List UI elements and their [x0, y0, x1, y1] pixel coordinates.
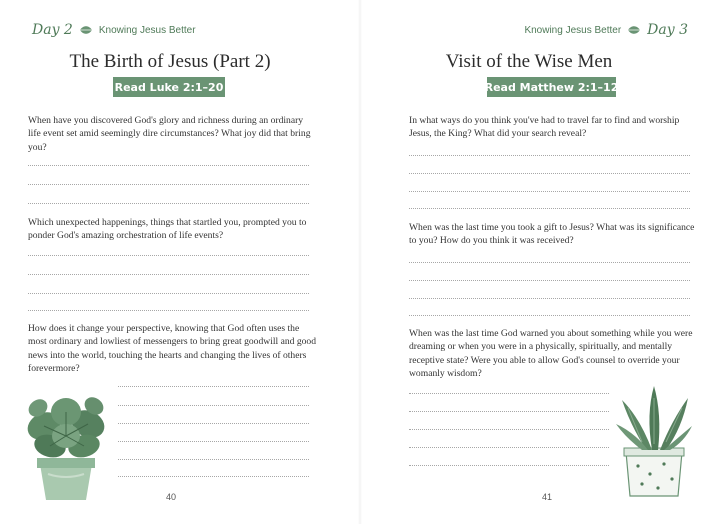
answer-line[interactable]	[28, 165, 309, 166]
answer-line[interactable]	[409, 411, 609, 412]
potted-snake-plant-illustration	[612, 384, 696, 502]
answer-line[interactable]	[409, 155, 690, 156]
answer-line[interactable]	[118, 386, 309, 387]
scripture-reference-badge: Read Matthew 2:1–12	[487, 77, 616, 97]
answer-line[interactable]	[409, 447, 609, 448]
answer-line[interactable]	[118, 459, 309, 460]
answer-line[interactable]	[409, 298, 690, 299]
question-text: When have you discovered God's glory and richness during an ordinary life event set amid seemingly dire circumstances? What joy did that bring you?	[28, 115, 311, 153]
answer-line[interactable]	[28, 184, 309, 185]
day-label: Day 2	[32, 22, 73, 38]
answer-line[interactable]	[409, 262, 690, 263]
leaf-icon	[627, 25, 641, 35]
running-header-right	[524, 20, 688, 40]
section-title: Visit of the Wise Men	[445, 51, 613, 72]
answer-line[interactable]	[118, 423, 309, 424]
answer-line[interactable]	[409, 191, 690, 192]
answer-line[interactable]	[409, 280, 690, 281]
answer-line[interactable]	[118, 405, 309, 406]
right-page	[360, 0, 720, 524]
running-title: Knowing Jesus Better	[98, 24, 196, 36]
answer-line[interactable]	[28, 255, 309, 256]
page-number: 41	[542, 492, 553, 502]
potted-violet-illustration	[18, 388, 114, 508]
question-text: When was the last time God warned you about something while you were dreaming or when you were in a physically, spiritually, and mentally receptive state? Were you able to allow God's counsel to override your womanly wisdom?	[409, 328, 693, 379]
answer-line[interactable]	[409, 173, 690, 174]
answer-line[interactable]	[28, 310, 309, 311]
scripture-reference-badge: Read Luke 2:1–20	[113, 77, 225, 97]
answer-line[interactable]	[409, 429, 609, 430]
answer-line[interactable]	[28, 203, 309, 204]
answer-line[interactable]	[28, 293, 309, 294]
section-title: The Birth of Jesus (Part 2)	[69, 51, 271, 72]
answer-line[interactable]	[118, 476, 309, 477]
leaf-icon	[79, 25, 93, 35]
day-label: Day 3	[647, 22, 688, 38]
running-header-left	[32, 20, 196, 40]
question-text: In what ways do you think you've had to travel far to find and worship Jesus, the King? What did your search reveal?	[409, 115, 680, 140]
question-text: When was the last time you took a gift to Jesus? What was its significance to you? How do you think it was received?	[409, 222, 695, 247]
answer-line[interactable]	[28, 274, 309, 275]
answer-line[interactable]	[409, 393, 609, 394]
running-title: Knowing Jesus Better	[524, 24, 622, 36]
answer-line[interactable]	[118, 441, 309, 442]
answer-line[interactable]	[409, 315, 690, 316]
question-text: How does it change your perspective, knowing that God often uses the most ordinary and lowliest of messengers to bring great goodwill and good news into the world, touching the hearts and changing the lives of others forevermore?	[28, 323, 317, 374]
question-text: Which unexpected happenings, things that startled you, prompted you to ponder God's amazing orchestration of life events?	[28, 217, 307, 242]
answer-line[interactable]	[409, 208, 690, 209]
page-number: 40	[166, 492, 177, 502]
answer-line[interactable]	[409, 465, 609, 466]
